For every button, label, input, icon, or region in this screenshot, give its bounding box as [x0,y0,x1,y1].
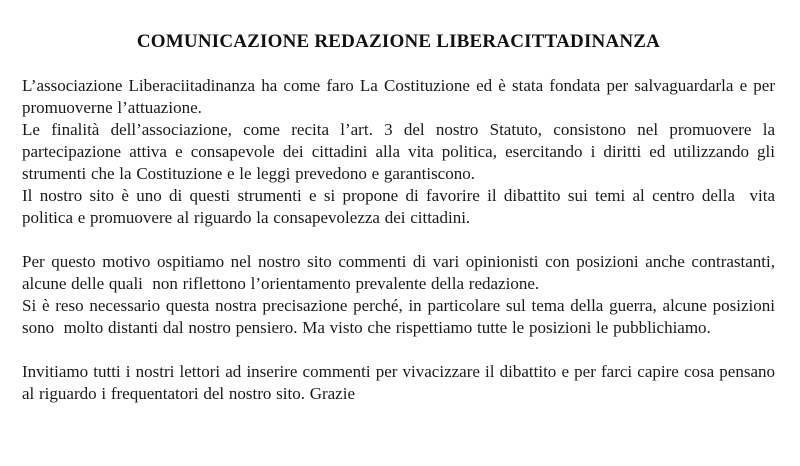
paragraph: Il nostro sito è uno di questi strumenti e si propone di favorire il dibattito sui temi al centro della vita politica e promuovere al riguardo la consapevolezza dei cittadini. [22,186,780,227]
paragraph-block-precisazione [22,251,780,339]
paragraph: Invitiamo tutti i nostri lettori ad inserire commenti per vivacizzare il dibattito e per farci capire cosa pensano al riguardo i frequentatori del nostro sito. Grazie [22,362,780,403]
document-title: COMUNICAZIONE REDAZIONE LIBERACITTADINANZA [136,31,661,52]
paragraph-block-invito [22,361,780,405]
paragraph: Per questo motivo ospitiamo nel nostro sito commenti di vari opinionisti con posizioni anche contrastanti, alcune delle quali non riflettono l’orientamento prevalente della redazione. [22,252,780,293]
paragraph: L’associazione Liberaciitadinanza ha come faro La Costituzione ed è stata fondata per salvaguardarla e per promuoverne l’attuazione. [22,76,780,117]
paragraph-block-intro [22,75,780,229]
paragraph: Si è reso necessario questa nostra precisazione perché, in particolare sul tema della guerra, alcune posizioni sono molto distanti dal nostro pensiero. Ma visto che rispettiamo tutte le posizioni le pubblichiamo. [22,296,780,337]
paragraph: Le finalità dell’associazione, come recita l’art. 3 del nostro Statuto, consistono nel promuovere la partecipazione attiva e consapevole dei cittadini alla vita politica, esercitando i diritti ed utilizzando gli strumenti che la Costituzione e le leggi prevedono e garantiscono. [22,120,780,183]
